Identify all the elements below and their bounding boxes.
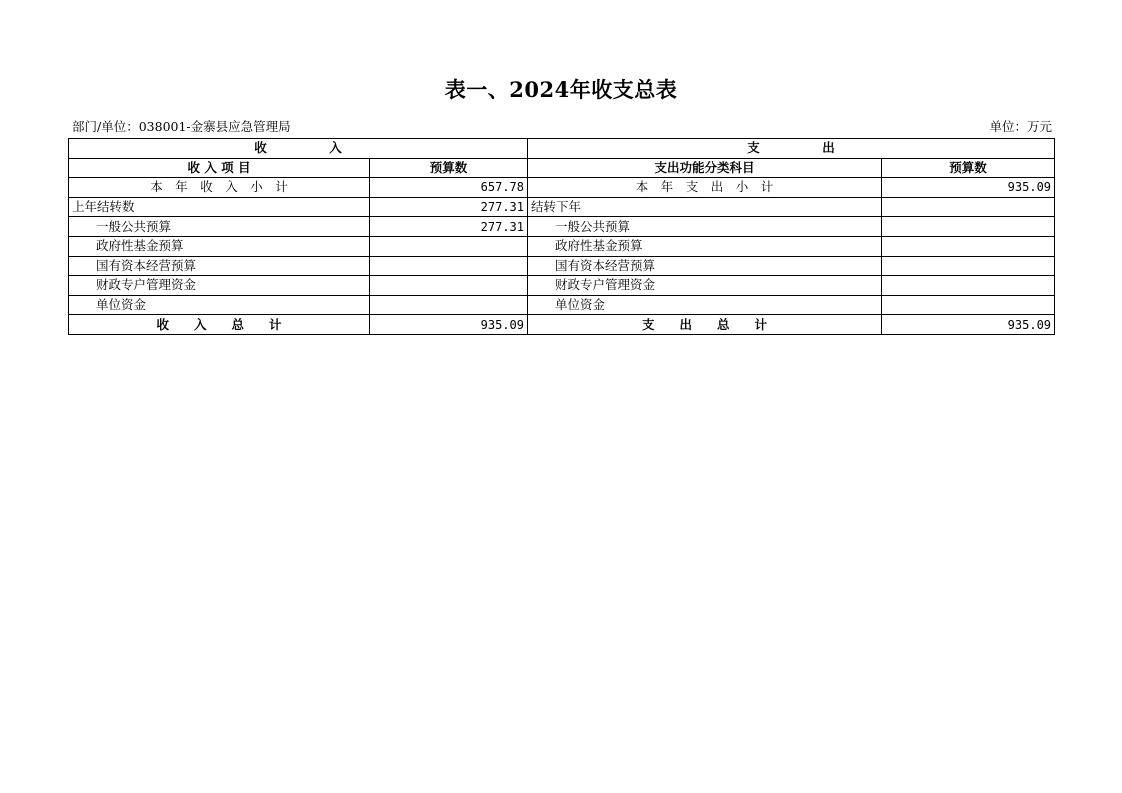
expense-amount-header: 预算数 xyxy=(882,158,1055,178)
expense-section-header: 支 出 xyxy=(528,139,1055,159)
expense-item-value xyxy=(882,276,1055,296)
expense-total-label: 支 出 总 计 xyxy=(528,315,882,335)
income-amount-header: 预算数 xyxy=(370,158,528,178)
expense-total-value: 935.09 xyxy=(882,315,1055,335)
expense-item-value xyxy=(882,197,1055,217)
income-subtotal-value: 657.78 xyxy=(370,178,528,198)
income-total-label: 收 入 总 计 xyxy=(69,315,370,335)
table-total-row xyxy=(69,315,1055,335)
income-total-value: 935.09 xyxy=(370,315,528,335)
expense-subtotal-label: 本 年 支 出 小 计 xyxy=(528,178,882,198)
income-item-label: 上年结转数 xyxy=(69,197,370,217)
income-item-value xyxy=(370,295,528,315)
income-item-value: 277.31 xyxy=(370,217,528,237)
expense-item-value xyxy=(882,256,1055,276)
expense-item-label: 一般公共预算 xyxy=(528,217,882,237)
expense-item-value xyxy=(882,217,1055,237)
income-item-label: 国有资本经营预算 xyxy=(69,256,370,276)
unit-label: 单位：万元 xyxy=(989,119,1052,134)
expense-item-label: 国有资本经营预算 xyxy=(528,256,882,276)
income-item-value xyxy=(370,256,528,276)
income-item-label: 政府性基金预算 xyxy=(69,236,370,256)
expense-item-label: 结转下年 xyxy=(528,197,882,217)
table-row xyxy=(69,256,1055,276)
income-item-label: 单位资金 xyxy=(69,295,370,315)
table-section-header-row xyxy=(69,139,1055,159)
expense-item-label: 单位资金 xyxy=(528,295,882,315)
expense-item-value xyxy=(882,236,1055,256)
income-item-value: 277.31 xyxy=(370,197,528,217)
table-row xyxy=(69,217,1055,237)
income-item-label: 一般公共预算 xyxy=(69,217,370,237)
income-subtotal-label: 本 年 收 入 小 计 xyxy=(69,178,370,198)
expense-item-label: 财政专户管理资金 xyxy=(528,276,882,296)
income-item-header: 收 入 项 目 xyxy=(69,158,370,178)
expense-item-value xyxy=(882,295,1055,315)
expense-item-header: 支出功能分类科目 xyxy=(528,158,882,178)
table-row xyxy=(69,197,1055,217)
table-row xyxy=(69,178,1055,198)
page-title: 表一、2024年收支总表 xyxy=(444,77,678,102)
expense-subtotal-value: 935.09 xyxy=(882,178,1055,198)
budget-summary-table xyxy=(68,138,1055,335)
income-section-header: 收 入 xyxy=(69,139,528,159)
income-item-value xyxy=(370,276,528,296)
income-item-value xyxy=(370,236,528,256)
table-column-header-row xyxy=(69,158,1055,178)
income-item-label: 财政专户管理资金 xyxy=(69,276,370,296)
table-row xyxy=(69,236,1055,256)
department-label: 部门/单位：038001-金寨县应急管理局 xyxy=(72,119,291,134)
expense-item-label: 政府性基金预算 xyxy=(528,236,882,256)
table-row xyxy=(69,295,1055,315)
table-row xyxy=(69,276,1055,296)
